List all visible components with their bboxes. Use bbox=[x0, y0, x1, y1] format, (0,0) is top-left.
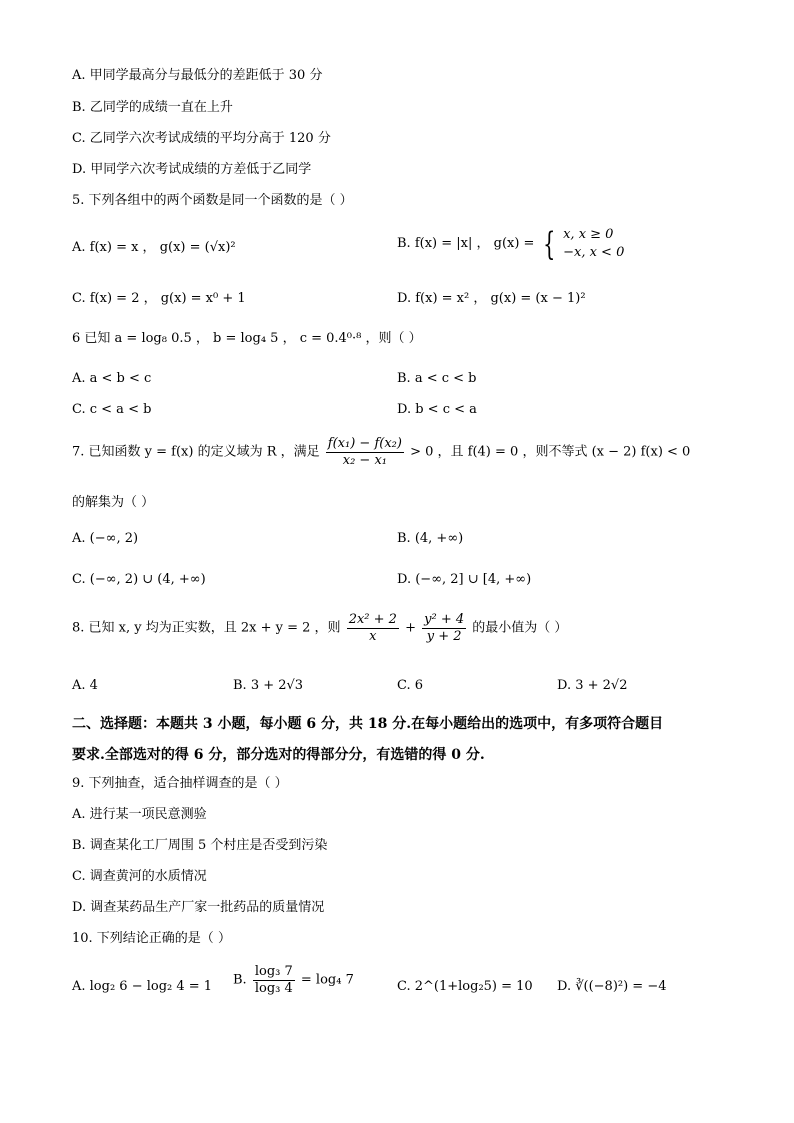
brace-symbol: { bbox=[542, 225, 555, 263]
q8-option-a: A. 4 bbox=[72, 678, 98, 693]
q8-stem-suffix: 的最小值为（ ） bbox=[472, 620, 568, 636]
q9-option-a: A. 进行某一项民意测验 bbox=[72, 807, 207, 822]
q10-option-b-prefix: B. bbox=[233, 972, 247, 988]
q7-option-b: B. (4, +∞) bbox=[397, 531, 464, 546]
q6-option-b: B. a < c < b bbox=[397, 371, 477, 386]
q5-option-b bbox=[397, 226, 624, 262]
q10-stem: 10. 下列结论正确的是（ ） bbox=[72, 931, 231, 946]
q8-option-c: C. 6 bbox=[397, 678, 424, 693]
q8-fraction-1-denominator: x bbox=[369, 629, 377, 644]
q10-option-b-denominator: log₃ 4 bbox=[254, 981, 293, 996]
q4-option-b: B. 乙同学的成绩一直在上升 bbox=[72, 100, 233, 115]
q7-stem-suffix: > 0 ，且 f(4) = 0 ，则不等式 (x − 2) f(x) < 0 bbox=[410, 444, 691, 460]
q7-stem-prefix: 7. 已知函数 y = f(x) 的定义域为 R ，满足 bbox=[72, 444, 320, 460]
q6-option-c: C. c < a < b bbox=[72, 402, 152, 417]
q9-option-c: C. 调查黄河的水质情况 bbox=[72, 869, 207, 884]
q5-option-b-prefix: B. f(x) = |x| ， g(x) = bbox=[397, 236, 535, 251]
q8-stem bbox=[72, 612, 567, 645]
q7-stem-line2: 的解集为（ ） bbox=[72, 495, 155, 510]
q4-option-a: A. 甲同学最高分与最低分的差距低于 30 分 bbox=[72, 68, 323, 83]
q4-option-c: C. 乙同学六次考试成绩的平均分高于 120 分 bbox=[72, 131, 331, 146]
q5-option-b-cases bbox=[563, 226, 624, 262]
q5-case-1: x, x ≥ 0 bbox=[563, 227, 614, 242]
section-2-heading-line-2: 要求.全部选对的得 6 分，部分选对的得部分分，有选错的得 0 分. bbox=[72, 747, 485, 763]
q9-option-b: B. 调查某化工厂周围 5 个村庄是否受到污染 bbox=[72, 838, 328, 853]
q9-stem: 9. 下列抽查，适合抽样调查的是（ ） bbox=[72, 776, 288, 791]
q7-fraction bbox=[326, 436, 404, 469]
q8-option-b: B. 3 + 2√3 bbox=[233, 678, 304, 693]
q7-stem bbox=[72, 436, 690, 469]
q6-stem: 6 已知 a = log₈ 0.5 ， b = log₄ 5 ， c = 0.4⁰·⁸ ，则（ ） bbox=[72, 331, 422, 346]
q6-option-d: D. b < c < a bbox=[397, 402, 477, 417]
q7-fraction-numerator: f(x₁) − f(x₂) bbox=[327, 436, 402, 451]
q7-fraction-denominator: x₂ − x₁ bbox=[342, 453, 387, 468]
q10-option-b bbox=[233, 964, 354, 997]
q8-option-d: D. 3 + 2√2 bbox=[557, 678, 628, 693]
q10-option-c: C. 2^(1+log₂5) = 10 bbox=[397, 979, 533, 994]
q4-option-d: D. 甲同学六次考试成绩的方差低于乙同学 bbox=[72, 162, 312, 177]
q7-option-a: A. (−∞, 2) bbox=[72, 531, 139, 546]
q8-fraction-2-denominator: y + 2 bbox=[426, 629, 462, 644]
q5-stem: 5. 下列各组中的两个函数是同一个函数的是（ ） bbox=[72, 193, 353, 208]
section-2-heading-line-1: 二、选择题：本题共 3 小题，每小题 6 分，共 18 分.在每小题给出的选项中，有多项符合题目 bbox=[72, 716, 664, 732]
q8-fraction-1-numerator: 2x² + 2 bbox=[348, 612, 397, 627]
q7-option-d: D. (−∞, 2] ∪ [4, +∞) bbox=[397, 572, 532, 587]
q8-fraction-2-numerator: y² + 4 bbox=[424, 612, 465, 627]
q8-plus-sign: + bbox=[405, 620, 416, 636]
q10-option-b-fraction bbox=[253, 964, 295, 997]
q8-fraction-1 bbox=[347, 612, 399, 645]
q7-option-c: C. (−∞, 2) ∪ (4, +∞) bbox=[72, 572, 206, 587]
q8-stem-prefix: 8. 已知 x, y 均为正实数，且 2x + y = 2 ，则 bbox=[72, 620, 341, 636]
q5-option-d: D. f(x) = x² ， g(x) = (x − 1)² bbox=[397, 291, 586, 306]
q10-option-a: A. log₂ 6 − log₂ 4 = 1 bbox=[72, 979, 213, 994]
q6-option-a: A. a < b < c bbox=[72, 371, 152, 386]
q9-option-d: D. 调查某药品生产厂家一批药品的质量情况 bbox=[72, 900, 325, 915]
q5-option-c: C. f(x) = 2 ， g(x) = x⁰ + 1 bbox=[72, 291, 246, 306]
q10-option-d: D. ∛((−8)²) = −4 bbox=[557, 979, 667, 994]
q5-case-2: −x, x < 0 bbox=[563, 245, 625, 260]
q10-option-b-numerator: log₃ 7 bbox=[254, 964, 293, 979]
q10-option-b-suffix: = log₄ 7 bbox=[300, 972, 354, 988]
q5-option-a: A. f(x) = x ， g(x) = (√x)² bbox=[72, 240, 236, 255]
q8-fraction-2 bbox=[422, 612, 466, 645]
